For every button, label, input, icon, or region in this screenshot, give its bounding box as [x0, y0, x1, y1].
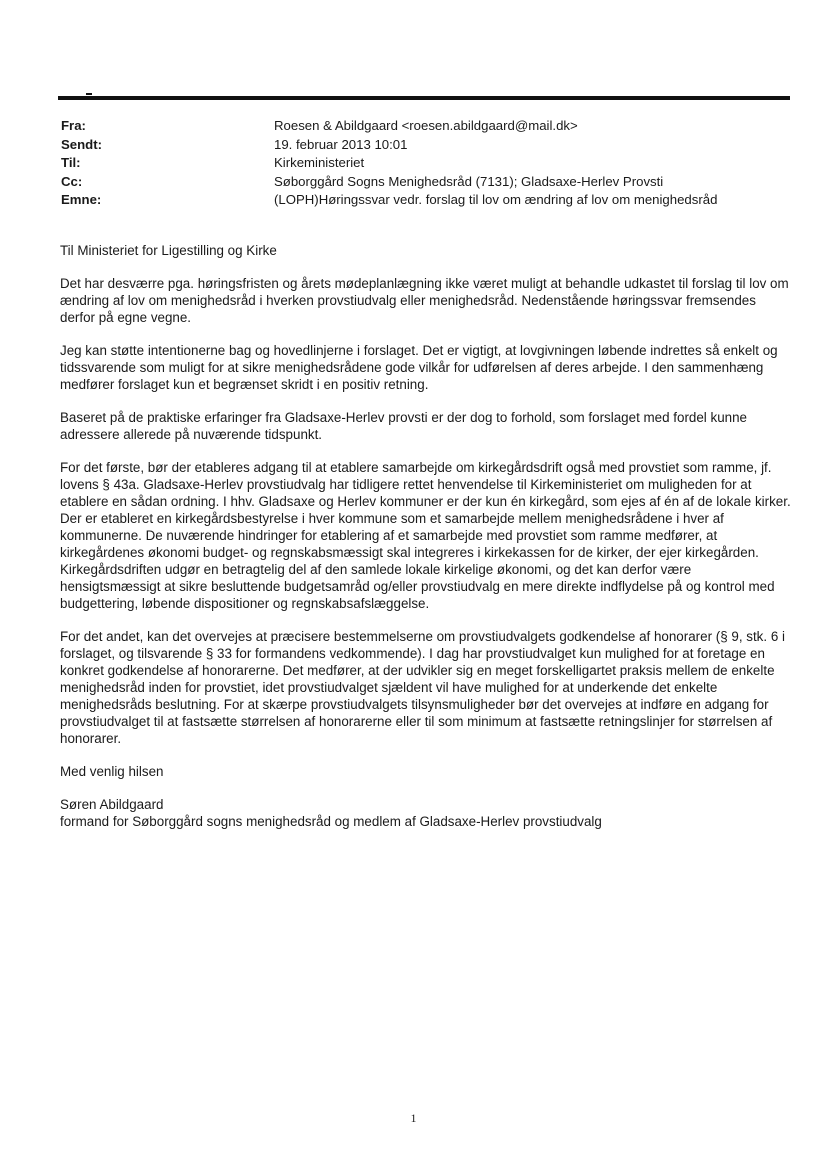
salutation: Til Ministeriet for Ligestilling og Kirke [60, 243, 277, 258]
subject-value: (LOPH)Høringssvar vedr. forslag til lov om ændring af lov om menighedsråd [274, 192, 718, 207]
letter-body [60, 242, 792, 830]
from-label: Fra: [61, 118, 86, 133]
to-label: Til: [61, 155, 81, 170]
sent-value: 19. februar 2013 10:01 [274, 136, 408, 152]
paragraph: For det andet, kan det overvejes at præcisere bestemmelserne om provstiudvalgets godkendelse af honorarer (§ 9, stk. 6 i forslaget, og tilsvarende § 33 for formandens vedkommende). I dag har provstiudvalget kun mulighed for at foretage en konkret godkendelse af honorarerne. Det medfører, at der udvikler sig en meget forskelligartet praksis mellem de enkelte menighedsråd inden for provstiet, idet provstiudvalget sjældent vil have mulighed for at underkende det enkelte menighedsråds beslutning. For at skærpe provstiudvalgets tilsynsmuligheder bør det overvejes at indføre en adgang for provstiudvalget til at fastsætte størrelsen af honorarerne eller til som minimum at fastsætte retningslinjer for størrelsen af honorarer. [60, 629, 785, 746]
paragraph: Det har desværre pga. høringsfristen og årets mødeplanlægning ikke været muligt at behandle udkastet til forslag til lov om ændring af lov om menighedsråd i hverken provstiudvalg eller menighedsråd. Nedenstående høringssvar fremsendes derfor på egne vegne. [60, 276, 789, 325]
page-number: 1 [410, 1111, 417, 1125]
to-row [61, 154, 801, 173]
subject-row [61, 191, 801, 210]
cc-label: Cc: [61, 173, 83, 189]
cc-value: Søborggård Sogns Menighedsråd (7131); Gladsaxe-Herlev Provsti [274, 173, 664, 189]
paragraph: For det første, bør der etableres adgang til at etablere samarbejde om kirkegårdsdrift også med provstiet som ramme, jf. lovens § 43a. Gladsaxe-Herlev provstiudvalg har tidligere rettet henvendelse til Kirkeministeriet om muligheden for at etablere en sådan ordning. I hhv. Gladsaxe og Herlev kommuner er der kun én kirkegård, som ejes af én af de lokale kirker. Der er etableret en kirkegårdsbestyrelse i hver kommune som et samarbejde mellem menighedsrådene i hver af kommunerne. De nuværende hindringer for etablering af et samarbejde med provstiet som ramme medfører, at kirkegårdenes økonomi budget- og regnskabsmæssigt skal integreres i kirkekassen for de kirker, der ejer kirkegården. Kirkegårdsdriften udgør en betragtelig del af den samlede lokale kirkelige økonomi, og det kan derfor være hensigtsmæssigt at sikre besluttende budgetsamråd og/eller provstiudvalg en mere direkte indflydelse på og kontrol med budgettering, løbende dispositioner og regnskabsafslæggelse. [60, 460, 791, 611]
to-value: Kirkeministeriet [274, 155, 365, 170]
email-header [61, 117, 801, 210]
subject-label: Emne: [61, 192, 102, 207]
cc-row [61, 173, 801, 192]
header-rule [58, 96, 790, 100]
paragraph: Jeg kan støtte intentionerne bag og hovedlinjerne i forslaget. Det er vigtigt, at lovgivningen løbende indrettes så enkelt og tidssvarende som muligt for at sikre menighedsrådene gode vilkår for udførelsen af deres arbejde. I den sammenhæng medfører forslaget kun et begrænset skridt i en positiv retning. [60, 343, 778, 392]
from-value: Roesen & Abildgaard <roesen.abildgaard@mail.dk> [274, 118, 578, 133]
signature-title: formand for Søborggård sogns menighedsråd og medlem af Gladsaxe-Herlev provstiudvalg [60, 814, 602, 829]
rule-mark [86, 93, 92, 95]
sent-label: Sendt: [61, 136, 103, 152]
paragraph: Baseret på de praktiske erfaringer fra Gladsaxe-Herlev provsti er der dog to forhold, som forslaget med fordel kunne adressere allerede på nuværende tidspunkt. [60, 410, 747, 442]
sent-row [61, 136, 801, 155]
closing: Med venlig hilsen [60, 764, 164, 779]
signature-name: Søren Abildgaard [60, 797, 164, 812]
from-row [61, 117, 801, 136]
